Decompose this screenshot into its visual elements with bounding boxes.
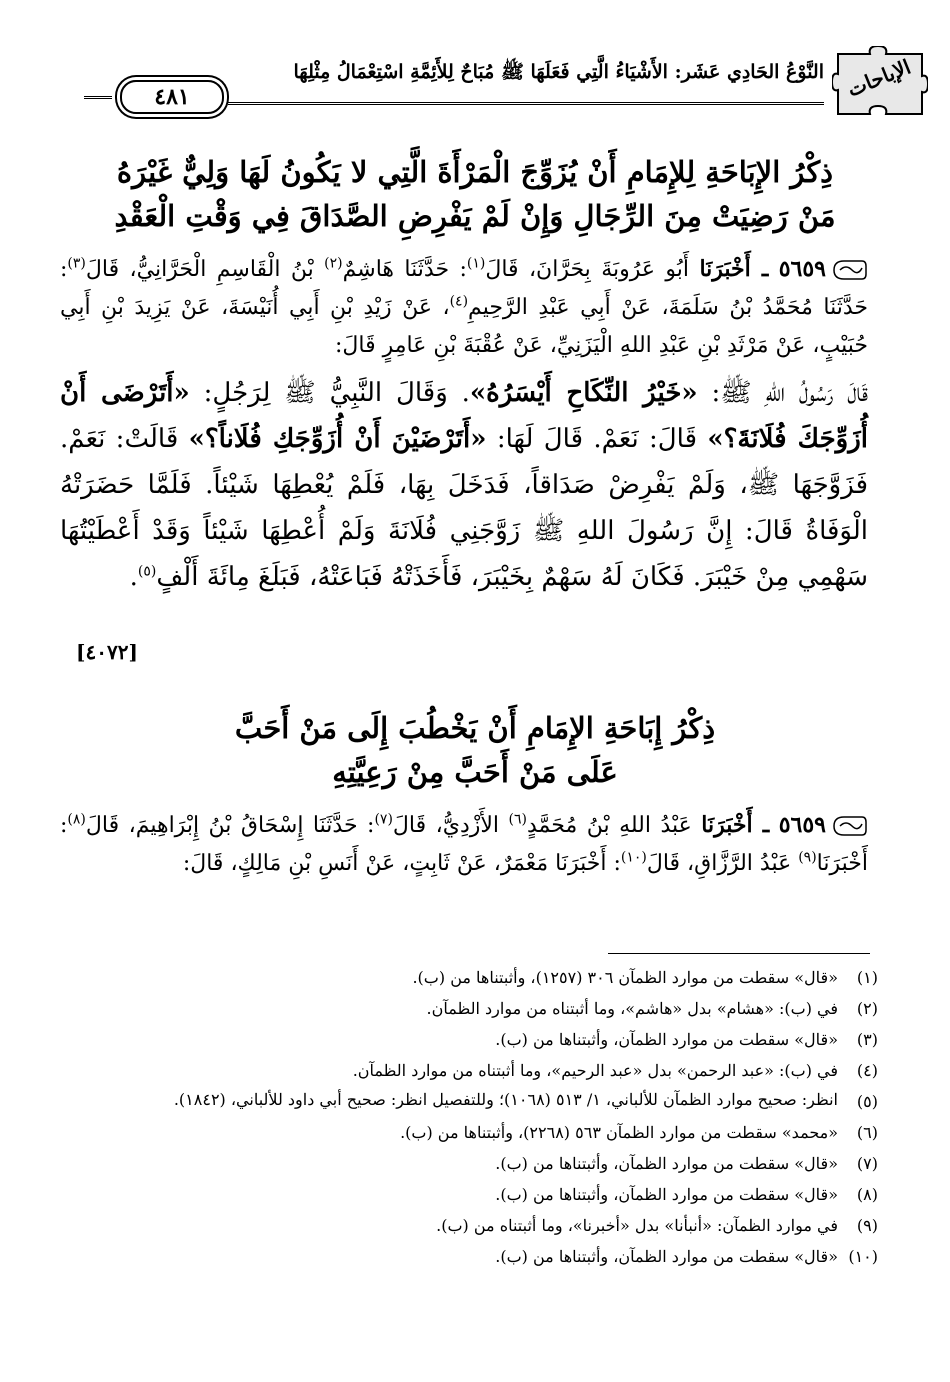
footnote-text: «قال» سقطت من موارد الظمآن ٣٠٦ (١٢٥٧)، وأثبتناها من (ب). — [412, 968, 838, 987]
matn-text: قَالَتْ: نَعَمْ. فَزَوَّجَهَا ﷺ، وَلَمْ يَفْرِضْ صَدَاقاً، فَدَخَلَ بِهَا، فَلَمْ يُعْطِهَا شَيْئاً. فَلَمَّا حَضَرَتْهُ الْوَفَاةُ قَالَ: إِنَّ رَسُولَ اللهِ ﷺ زَوَّجَنِي فُلَانَةَ وَلَمْ أُعْطِهَا شَيْئاً وَقَدْ أَعْطَيْتُهَا سَهْمِي مِنْ خَيْبَرَ. فَكَانَ لَهُ سَهْمٌ بِخَيْبَرَ، فَأَخَذَتْهُ فَبَاعَتْهُ، فَبَلَغَ مِائَةَ أَلْفٍ — [60, 424, 868, 592]
footnote-number: (١٠) — [848, 1247, 878, 1266]
cross-reference: [٤٠٧٢] — [76, 640, 138, 664]
footnote-ref: (٦) — [508, 811, 527, 828]
section2-heading — [90, 706, 860, 794]
section-tab — [832, 46, 928, 118]
footnote-number: (٨) — [856, 1185, 878, 1204]
footnote-text: في موارد الظمآن: «أنبأنا» بدل «أخبرنا»، وما أثبتناه من (ب). — [436, 1216, 838, 1235]
isnad-text: : أَخْبَرَنَا — [60, 813, 868, 876]
isnad-text: : أَخْبَرَنَا مَعْمَرٌ، عَنْ ثَابِتٍ، عَنْ أَنَسِ بْنِ مَالِكٍ، قَالَ: — [182, 851, 621, 876]
hadith-1-isnad: ٥٦٥٩ ـ أَخْبَرَنَا أَبُو عَرُوبَةَ بِحَرَّانَ، قَالَ$^{(١)}$: حَدَّثَنَا هَاشِمٌ$^{(٢)}$ بْنُ الْقَاسِمِ الْحَرَّانِيُّ، قَالَ$^{(٣)}$: حَدَّثَنَا مُحَمَّدُ بْنُ سَلَمَةَ، عَنْ أَبِي عَبْدِ الرَّحِيمِ$^{(٤)}$، عَنْ زَيْدِ بْنِ أَبِي أُنَيْسَةَ، عَنْ يَزِيدَ بْنِ أَبِي حُبَيْبٍ، عَنْ مَرْثَدِ بْنِ عَبْدِ اللهِ الْيَزَنِيِّ، عَنْ عُقْبَةَ بْنِ عَامِرٍ قَالَ: — [60, 255, 868, 358]
page-number: ٤٨١ — [120, 80, 224, 114]
section-tab-label: الإباحات — [843, 54, 915, 102]
section2-heading-line2: عَلَى مَنْ أَحَبَّ مِنْ رَعِيَّتِهِ — [332, 755, 618, 789]
prophetic-quote: «أَتَرْضَيْنَ أَنْ أُزَوِّجَكِ فُلَاناً؟» — [188, 424, 487, 454]
footnote-text: «قال» سقطت من موارد الظمآن، وأثبتناها من (ب). — [495, 1030, 838, 1049]
footnote — [60, 962, 878, 993]
matn-text: . — [129, 562, 138, 592]
footnote-number: (٦) — [856, 1123, 878, 1142]
hadith-1-matn — [60, 370, 868, 600]
isnad-text: : حَدَّثَنَا هَاشِمٌ — [342, 257, 467, 282]
prophetic-quote: «خَيْرُ النِّكَاحِ أَيْسَرُهُ» — [469, 378, 698, 408]
footnote-number: (٢) — [856, 999, 878, 1018]
footnote-text: في (ب): «عبد الرحمن» بدل «عبد الرحيم»، وما أثبتناه من موارد الظمآن. — [352, 1061, 838, 1080]
running-title: النَّوْعُ الحَادِي عَشَر: الأَشْيَاءُ الَّتِي فَعَلَهَا ﷺ مُبَاحٌ لِلأَئِمَّةِ اسْتِعْمَالُ مِثْلِهَا — [293, 61, 824, 83]
matn-text: . وَقَالَ النَّبِيُّ ﷺ لِرَجُلٍ: — [189, 378, 470, 408]
footnote-ref: (٤) — [449, 293, 469, 310]
footnote — [60, 1055, 878, 1086]
isnad-text: : حَدَّثَنَا مُحَمَّدُ بْنُ سَلَمَةَ، عَنْ أَبِي عَبْدِ الرَّحِيمِ — [60, 257, 868, 320]
footnote — [60, 1024, 878, 1055]
isnad-text: بْنُ الْقَاسِمِ الْحَرَّانِيُّ، قَالَ — [85, 257, 325, 282]
section2-heading-line1: ذِكْرُ إِبَاحَةِ الإِمَامِ أَنْ يَخْطُبَ إِلَى مَنْ أَحَبَّ — [234, 711, 716, 745]
footnote — [60, 1117, 878, 1148]
footnote-number: (٥) — [856, 1092, 878, 1111]
footnote-ref: (١) — [466, 255, 486, 272]
hadith-marker-icon — [832, 258, 868, 282]
footnote-number: (٧) — [856, 1154, 878, 1173]
footnote — [60, 993, 878, 1024]
hadith-marker-icon — [832, 814, 868, 838]
hadith-2-isnad: ٥٦٥٩ ـ أَخْبَرَنَا عَبْدُ اللهِ بْنُ مُحَمَّدٍ$^{(٦)}$ الأَزْدِيُّ، قَالَ$^{(٧)}$: حَدَّثَنَا إِسْحَاقُ بْنُ إِبْرَاهِيمَ، قَالَ$^{(٨)}$: أَخْبَرَنَا$^{(٩)}$ عَبْدُ الرَّزَّاقِ، قَالَ$^{(١٠)}$: أَخْبَرَنَا مَعْمَرٌ، عَنْ ثَابِتٍ، عَنْ أَنَسِ بْنِ مَالِكٍ، قَالَ: — [60, 811, 868, 876]
lead-word: أَخْبَرَنَا — [701, 812, 753, 838]
footnote-text: انظر: صحيح موارد الظمآن للألباني، ١/ ٥١٣ (١٠٦٨)؛ وللتفصيل انظر: صحيح أبي داود للألباني، (١٨٤٢). — [173, 1090, 838, 1109]
footnote-text: «قال» سقطت من موارد الظمآن، وأثبتناها من (ب). — [495, 1185, 838, 1204]
footnote-ref: (١٠) — [620, 849, 647, 866]
footnote-text: «قال» سقطت من موارد الظمآن، وأثبتناها من (ب). — [495, 1154, 838, 1173]
footnote-ref: (٣) — [67, 255, 86, 272]
page-header — [28, 46, 928, 116]
footnote-ref: (٥) — [137, 563, 157, 580]
isnad-text: عَبْدُ اللهِ بْنُ مُحَمَّدٍ — [526, 813, 692, 838]
footnote-text: «محمد» سقطت من موارد الظمآن ٥٦٣ (٢٢٦٨)، وأثبتناها من (ب). — [400, 1123, 838, 1142]
matn-text: قَالَ رَسُولُ اللهِ ﷺ: — [697, 378, 868, 408]
isnad-text: أَبُو عَرُوبَةَ بِحَرَّانَ، قَالَ — [485, 257, 690, 282]
footnote-number: (١) — [856, 968, 878, 987]
footnote-number: (٩) — [856, 1216, 878, 1235]
footnote-number: (٤) — [856, 1061, 878, 1080]
footnote-ref: (٧) — [374, 811, 393, 828]
isnad-text: الأَزْدِيُّ، قَالَ — [392, 813, 509, 838]
matn-text: قَالَ: نَعَمْ. قَالَ لَهَا: — [486, 424, 708, 454]
header-rule — [228, 102, 824, 105]
section1-heading — [90, 150, 860, 238]
isnad-text: : حَدَّثَنَا إِسْحَاقُ بْنُ إِبْرَاهِيمَ، قَالَ — [85, 813, 375, 838]
lead-word: أَخْبَرَنَا — [699, 256, 751, 282]
prophetic-quote: «أَتَرْضَى أَنْ أُزَوِّجَكَ فُلَانَةَ؟» — [60, 378, 868, 454]
section1-heading-line1: ذِكْرُ الإِبَاحَةِ لِلإِمَامِ أَنْ يُزَوِّجَ الْمَرْأَةَ الَّتِي لا يَكُونُ لَهَا وَلِيٌّ غَيْرَهُ — [116, 155, 834, 189]
footnote-number: (٣) — [856, 1030, 878, 1049]
footnote-ref: (٩) — [798, 849, 817, 866]
footnote-ref: (٨) — [67, 811, 86, 828]
header-rule-left — [84, 96, 112, 99]
footnotes — [60, 962, 878, 1272]
section1-heading-line2: مَنْ رَضِيَتْ مِنَ الرِّجَالِ وَإِنْ لَمْ يَفْرِضِ الصَّدَاقَ فِي وَقْتِ الْعَقْدِ — [114, 199, 836, 233]
footnote-rule — [608, 953, 870, 954]
footnote-text: «قال» سقطت من موارد الظمآن، وأثبتناها من (ب). — [495, 1247, 838, 1266]
isnad-text: عَبْدُ الرَّزَّاقِ، قَالَ — [646, 851, 799, 876]
isnad-text: ، عَنْ زَيْدِ بْنِ أَبِي أُنَيْسَةَ، عَنْ يَزِيدَ بْنِ أَبِي حُبَيْبٍ، عَنْ مَرْثَدِ بْنِ عَبْدِ اللهِ الْيَزَنِيِّ، عَنْ عُقْبَةَ بْنِ عَامِرٍ قَالَ: — [60, 295, 868, 358]
footnote — [60, 1148, 878, 1179]
footnote — [60, 1179, 878, 1210]
footnote-ref: (٢) — [324, 255, 343, 272]
footnote-text: في (ب): «هشام» بدل «هاشم»، وما أثبتناه من موارد الظمآن. — [426, 999, 838, 1018]
footnote — [60, 1086, 878, 1117]
footnote — [60, 1241, 878, 1272]
hadith-number: ٥٦٥٩ — [778, 256, 826, 282]
footnote — [60, 1210, 878, 1241]
hadith-number: ٥٦٥٩ — [778, 812, 826, 838]
